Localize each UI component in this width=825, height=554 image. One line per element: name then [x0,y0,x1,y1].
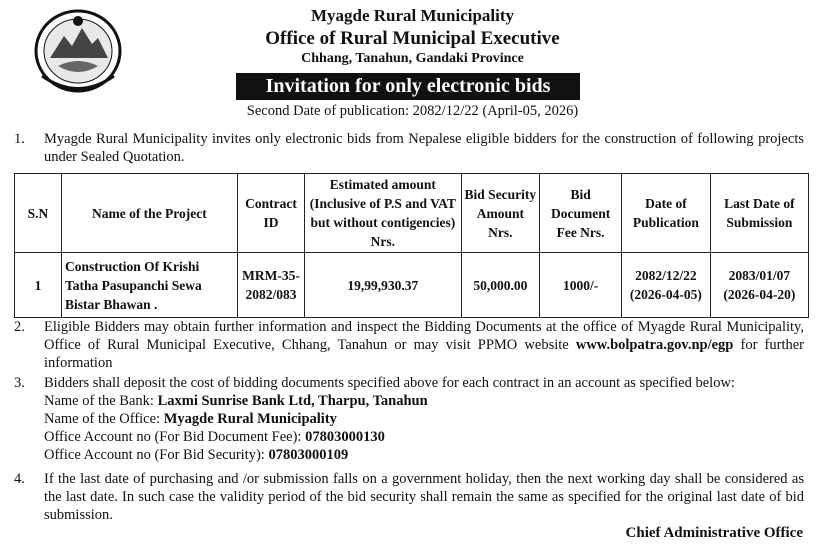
point-2-tail: for further information [44,337,805,371]
cell-doc-fee: 1000/- [540,253,622,318]
point-2-text [44,318,804,372]
point-2-body: Eligible Bidders may obtain further information and inspect the Bidding Documents at the office of Myagde Rural Municipality, Office of Rural Municipal Executive, Chhang, Tanahun or may visit PPMO website [44,319,804,353]
fee-account-number: 07803000130 [305,429,385,445]
table-header-row [15,174,809,253]
publication-date: Second Date of publication: 2082/12/22 (April-05, 2026) [246,103,579,119]
point-3-number: 3. [14,375,25,391]
header-bid-security: Bid Security Amount Nrs. [461,174,540,253]
header-last-date: Last Date of Submission [710,174,808,253]
point-4-text: If the last date of purchasing and /or submission falls on a government holiday, then the next working day shall be considered as the last date. In such case the validity period of the bid security shall remain the same as specified for the original last date of bid submission. [44,471,804,523]
cell-bid-security: 50,000.00 [461,253,540,318]
point-1-number: 1. [14,131,25,147]
header-estimated-amount: Estimated amount (Inclusive of P.S and VAT but without contigencies) Nrs. [305,174,461,253]
table-row [15,253,809,318]
cell-sn: 1 [15,253,62,318]
cell-estimated-amount: 19,99,930.37 [305,253,461,318]
publication-date-ad: (2026-04-05) [629,287,702,302]
security-account-line: Office Account no (For Bid Security): 07803000109 [44,447,349,463]
header-publication-date: Date of Publication [621,174,710,253]
cell-contract-id: MRM-35-2082/083 [237,253,304,318]
notice-title: Invitation for only electronic bids [236,73,580,100]
last-date-bs: 2083/01/07 [728,268,791,283]
cell-project: Construction Of Krishi Tatha Pasupanchi Sewa Bistar Bhawan . [62,253,238,318]
cell-publication-date [621,253,710,318]
bank-name-line: Name of the Bank: Laxmi Sunrise Bank Ltd, Tharpu, Tanahun [44,393,428,409]
header-sn: S.N [15,174,62,253]
account-office-name: Myagde Rural Municipality [163,411,337,427]
publication-date-bs: 2082/12/22 [635,268,697,283]
office-address: Chhang, Tanahun, Gandaki Province [301,51,524,66]
bank-details [44,374,804,464]
point-3-text: Bidders shall deposit the cost of bidding documents specified above for each contract in an account as specified below: [44,375,735,391]
ppmo-website-link[interactable]: www.bolpatra.gov.np/egp [575,337,734,353]
fee-account-line: Office Account no (For Bid Document Fee): 07803000130 [44,429,385,445]
bank-name: Laxmi Sunrise Bank Ltd, Tharpu, Tanahun [157,393,428,409]
cell-last-date [710,253,808,318]
point-1-text: Myagde Rural Municipality invites only electronic bids from Nepalese eligible bidders for the construction of following projects under Sealed Quotation. [44,131,804,165]
point-2-number: 2. [14,319,25,335]
point-4-number: 4. [14,471,25,487]
office-name: Office of Rural Municipal Executive [265,28,560,49]
last-date-ad: (2026-04-20) [723,287,796,302]
header-project: Name of the Project [62,174,238,253]
office-name-line: Name of the Office: Myagde Rural Municipality [44,411,337,427]
header-contract-id: Contract ID [237,174,304,253]
bids-table [14,173,809,318]
municipality-name: Myagde Rural Municipality [310,6,515,25]
signatory: Chief Administrative Office [625,525,803,541]
security-account-number: 07803000109 [268,447,349,463]
header-doc-fee: Bid Document Fee Nrs. [540,174,622,253]
